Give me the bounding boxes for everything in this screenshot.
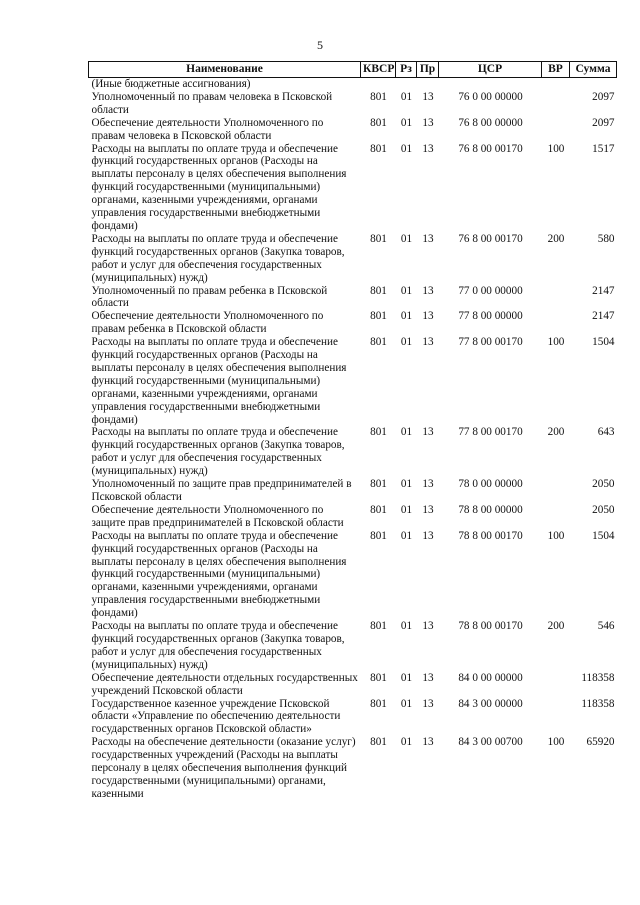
cell-sum: 65920 xyxy=(586,736,615,749)
cell-vr xyxy=(542,78,570,91)
cell-csr: 78 8 00 00170 xyxy=(458,529,523,542)
table-row xyxy=(89,336,617,426)
cell-vr: 100 xyxy=(547,529,565,542)
cell-kvsr: 801 xyxy=(370,671,387,684)
cell-sum: 118358 xyxy=(581,697,615,710)
cell-rz: 01 xyxy=(400,426,413,439)
table-row xyxy=(89,285,617,311)
cell-name: Расходы на выплаты по оплате труда и обеспечение функций государственных органов (Расходы на выплаты персоналу в целях обеспечения выполнения функций государственными (муниципальными) органами, казенными учреждениями, органами управления государственными внебюджетными фондами) xyxy=(91,529,347,620)
header-kvsr: КВСР xyxy=(361,62,396,78)
cell-name: Расходы на выплаты по оплате труда и обеспечение функций государственных органов (Расходы на выплаты персоналу в целях обеспечения выполнения функций государственными (муниципальными) органами, казенными учреждениями, органами управления государственными внебюджетными фондами) xyxy=(91,336,347,426)
cell-name: Обеспечение деятельности Уполномоченного по защите прав предпринимателей в Псковской области xyxy=(91,503,344,529)
cell-vr: 200 xyxy=(547,426,565,439)
cell-kvsr: 801 xyxy=(370,620,387,633)
header-name: Наименование xyxy=(89,62,361,78)
table-row xyxy=(89,698,617,737)
cell-rz: 01 xyxy=(400,90,413,103)
cell-sum: 2147 xyxy=(592,310,615,323)
table-row xyxy=(89,78,617,91)
cell-pr: 13 xyxy=(422,529,434,542)
cell-name: (Иные бюджетные ассигнования) xyxy=(91,78,251,90)
table-row xyxy=(89,672,617,698)
cell-rz: 01 xyxy=(400,736,413,749)
cell-kvsr: 801 xyxy=(370,697,387,710)
cell-kvsr: 801 xyxy=(370,142,387,155)
table-row xyxy=(89,620,617,672)
header-sum: Сумма xyxy=(570,62,617,78)
cell-vr xyxy=(542,504,570,530)
cell-csr xyxy=(439,78,542,91)
cell-name: Обеспечение деятельности Уполномоченного по правам человека в Псковской области xyxy=(91,116,324,142)
cell-vr xyxy=(542,478,570,504)
cell-sum: 2097 xyxy=(592,90,615,103)
cell-rz: 01 xyxy=(400,232,413,245)
cell-pr: 13 xyxy=(422,426,434,439)
cell-csr: 84 3 00 00000 xyxy=(458,697,523,710)
cell-sum: 580 xyxy=(597,232,615,245)
cell-kvsr: 801 xyxy=(370,336,387,349)
table-row xyxy=(89,426,617,478)
cell-kvsr: 801 xyxy=(370,116,387,129)
cell-vr: 100 xyxy=(547,736,565,749)
cell-csr: 84 3 00 00700 xyxy=(458,736,523,749)
cell-sum: 2147 xyxy=(592,284,615,297)
cell-sum: 2050 xyxy=(592,478,615,491)
cell-csr: 84 0 00 00000 xyxy=(458,671,523,684)
cell-rz: 01 xyxy=(400,620,413,633)
cell-vr xyxy=(542,672,570,698)
cell-vr: 200 xyxy=(547,620,565,633)
cell-csr: 78 8 00 00170 xyxy=(458,620,523,633)
cell-csr: 76 8 00 00000 xyxy=(458,116,523,129)
cell-kvsr: 801 xyxy=(370,310,387,323)
cell-pr: 13 xyxy=(422,116,434,129)
cell-rz xyxy=(396,78,417,91)
cell-rz: 01 xyxy=(400,142,413,155)
cell-sum: 2097 xyxy=(592,116,615,129)
cell-pr: 13 xyxy=(422,697,434,710)
cell-pr: 13 xyxy=(422,142,434,155)
cell-sum: 1517 xyxy=(592,142,615,155)
cell-rz: 01 xyxy=(400,116,413,129)
cell-csr: 76 0 00 00000 xyxy=(458,90,523,103)
table-row xyxy=(89,530,617,620)
cell-vr xyxy=(542,698,570,737)
cell-rz: 01 xyxy=(400,284,413,297)
table-body xyxy=(89,78,617,801)
cell-pr: 13 xyxy=(422,503,434,516)
cell-pr: 13 xyxy=(422,90,434,103)
cell-kvsr: 801 xyxy=(370,503,387,516)
cell-pr: 13 xyxy=(422,671,434,684)
cell-pr: 13 xyxy=(422,310,434,323)
cell-vr: 100 xyxy=(547,336,565,349)
cell-rz: 01 xyxy=(400,310,413,323)
cell-sum: 118358 xyxy=(581,671,615,684)
cell-sum xyxy=(570,78,617,91)
cell-pr: 13 xyxy=(422,620,434,633)
cell-vr xyxy=(542,117,570,143)
budget-table xyxy=(88,61,617,801)
cell-name: Уполномоченный по правам человека в Псковской области xyxy=(91,90,333,116)
cell-name: Расходы на выплаты по оплате труда и обеспечение функций государственных органов (Закупка товаров, работ и услуг для обеспечения государственных (муниципальных) нужд) xyxy=(91,232,345,284)
cell-kvsr: 801 xyxy=(370,426,387,439)
table-row xyxy=(89,117,617,143)
cell-pr: 13 xyxy=(422,736,434,749)
cell-sum: 546 xyxy=(597,620,615,633)
cell-vr xyxy=(542,285,570,311)
cell-csr: 77 8 00 00170 xyxy=(458,426,523,439)
cell-csr: 77 8 00 00000 xyxy=(458,310,523,323)
table-row xyxy=(89,310,617,336)
cell-kvsr: 801 xyxy=(370,529,387,542)
cell-sum: 1504 xyxy=(592,336,615,349)
cell-rz: 01 xyxy=(400,336,413,349)
header-csr: ЦСР xyxy=(439,62,542,78)
cell-name: Расходы на обеспечение деятельности (оказание услуг) государственных учреждений (Расходы на выплаты персоналу в целях обеспечения выполнения функций государственными (муниципальными) органами, казенными xyxy=(91,736,356,800)
cell-sum: 1504 xyxy=(592,529,615,542)
cell-name: Обеспечение деятельности Уполномоченного по правам ребенка в Псковской области xyxy=(91,310,324,336)
cell-name: Расходы на выплаты по оплате труда и обеспечение функций государственных органов (Расходы на выплаты персоналу в целях обеспечения выполнения функций государственными (муниципальными) органами, казенными учреждениями, органами управления государственными внебюджетными фондами) xyxy=(91,142,347,232)
cell-name: Уполномоченный по защите прав предпринимателей в Псковской области xyxy=(91,478,352,503)
cell-vr xyxy=(542,310,570,336)
cell-kvsr: 801 xyxy=(370,478,387,491)
cell-pr: 13 xyxy=(422,232,434,245)
header-rz: Рз xyxy=(396,62,417,78)
table-row xyxy=(89,233,617,285)
cell-kvsr: 801 xyxy=(370,232,387,245)
cell-name: Государственное казенное учреждение Псковской области «Управление по обеспечению деятельности государственных органов Псковской области» xyxy=(91,697,341,736)
cell-rz: 01 xyxy=(400,697,413,710)
cell-pr: 13 xyxy=(422,336,434,349)
cell-kvsr: 801 xyxy=(370,90,387,103)
cell-vr: 100 xyxy=(547,142,565,155)
cell-vr xyxy=(542,91,570,117)
cell-kvsr: 801 xyxy=(370,736,387,749)
cell-vr: 200 xyxy=(547,232,565,245)
cell-csr: 77 8 00 00170 xyxy=(458,336,523,349)
cell-kvsr xyxy=(361,78,396,91)
cell-name: Расходы на выплаты по оплате труда и обеспечение функций государственных органов (Закупка товаров, работ и услуг для обеспечения государственных (муниципальных) нужд) xyxy=(91,620,345,671)
cell-pr xyxy=(417,78,439,91)
table-row xyxy=(89,504,617,530)
table-row xyxy=(89,478,617,504)
cell-rz: 01 xyxy=(400,529,413,542)
table-row xyxy=(89,143,617,233)
cell-name: Уполномоченный по правам ребенка в Псковской области xyxy=(91,284,328,310)
cell-rz: 01 xyxy=(400,671,413,684)
cell-csr: 76 8 00 00170 xyxy=(458,232,523,245)
page-number: 5 xyxy=(317,38,323,52)
cell-pr: 13 xyxy=(422,478,434,491)
cell-sum: 643 xyxy=(597,426,615,439)
table-row xyxy=(89,91,617,117)
table-row xyxy=(89,736,617,801)
cell-kvsr: 801 xyxy=(370,284,387,297)
cell-csr: 76 8 00 00170 xyxy=(458,142,523,155)
cell-rz: 01 xyxy=(400,478,413,491)
cell-sum: 2050 xyxy=(592,503,615,516)
cell-name: Расходы на выплаты по оплате труда и обеспечение функций государственных органов (Закупка товаров, работ и услуг для обеспечения государственных (муниципальных) нужд) xyxy=(91,426,345,478)
cell-pr: 13 xyxy=(422,284,434,297)
header-vr: ВР xyxy=(542,62,570,78)
cell-csr: 78 8 00 00000 xyxy=(458,503,523,516)
cell-name: Обеспечение деятельности отдельных государственных учреждений Псковской области xyxy=(91,671,358,697)
cell-csr: 77 0 00 00000 xyxy=(458,284,523,297)
cell-rz: 01 xyxy=(400,503,413,516)
table-header-row xyxy=(89,62,617,78)
cell-csr: 78 0 00 00000 xyxy=(458,478,523,491)
header-pr: Пр xyxy=(417,62,439,78)
